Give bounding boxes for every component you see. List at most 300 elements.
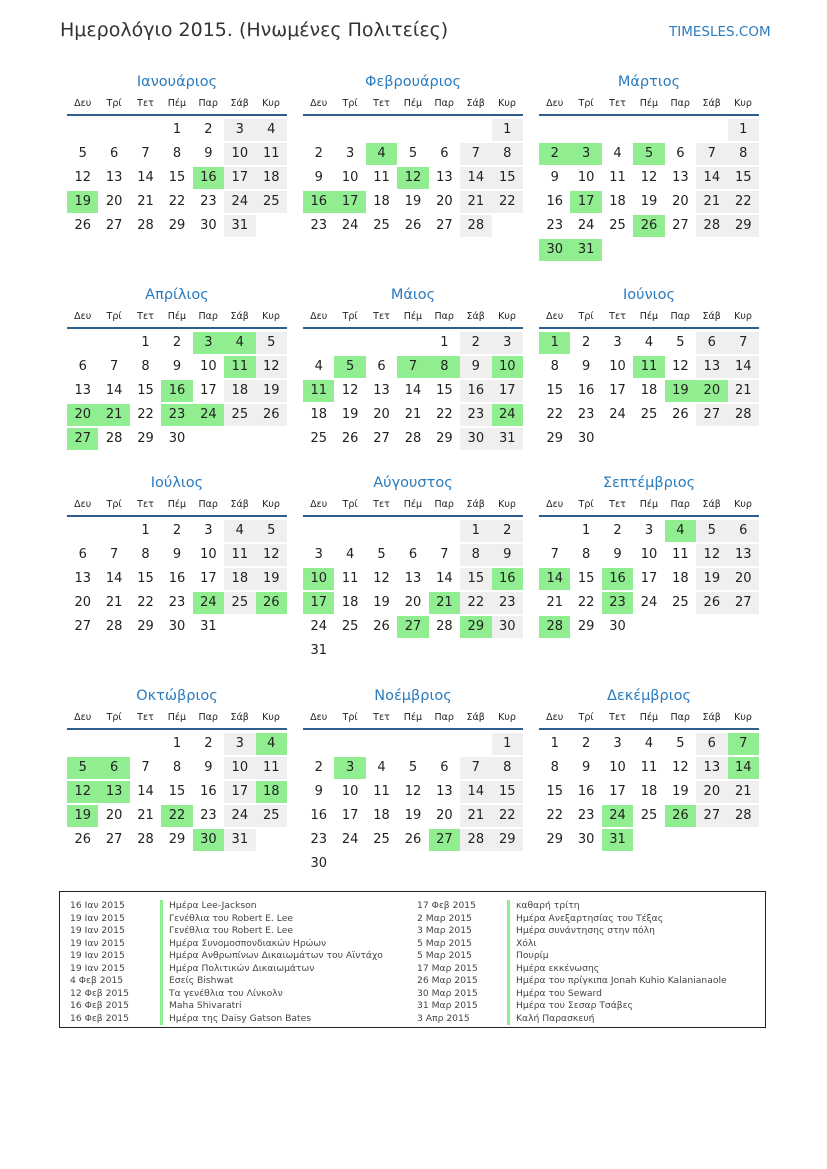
day-cell: 10 [200, 547, 217, 562]
weekday-label: Πέμ [167, 712, 187, 723]
holiday-date: 16 Φεβ 2015 [70, 1012, 129, 1024]
holiday-day-cell: 6 [98, 757, 129, 779]
holiday-marker [160, 988, 163, 1001]
day-cell: 17 [200, 383, 217, 398]
day-cell: 16 [200, 784, 217, 799]
day-cell: 6 [676, 146, 685, 161]
day-cell: 5 [408, 760, 418, 775]
weekday-label: Δευ [74, 311, 92, 322]
day-grid [539, 733, 759, 853]
day-cell: 30 [609, 619, 626, 634]
weekday-label: Παρ [198, 311, 218, 322]
holiday-row [70, 963, 383, 976]
day-cell: 12 [256, 356, 287, 378]
day-cell: 24 [640, 595, 658, 610]
holiday-day-cell: 22 [161, 805, 192, 827]
weekday-label: Τρί [342, 499, 358, 510]
holiday-day-cell: 31 [602, 829, 633, 851]
day-cell: 13 [74, 383, 91, 398]
day-cell: 29 [546, 431, 563, 446]
day-cell: 10 [609, 359, 626, 374]
day-cell: 7 [460, 143, 491, 165]
day-grid [303, 733, 523, 877]
day-cell: 20 [105, 808, 123, 823]
day-cell: 10 [609, 760, 626, 775]
day-cell: 25 [341, 619, 359, 634]
weekday-label: Κυρ [734, 98, 752, 109]
day-cell: 26 [672, 407, 689, 422]
weekday-header [67, 95, 287, 113]
holiday-date: 16 Ιαν 2015 [70, 900, 125, 911]
holiday-day-cell: 4 [224, 332, 255, 354]
weekday-label: Τρί [578, 712, 594, 723]
weekday-label: Δευ [546, 98, 564, 109]
holiday-date: 31 Μαρ 2015 [417, 1000, 478, 1011]
day-cell: 22 [460, 592, 491, 614]
day-cell: 9 [460, 356, 491, 378]
month-block [303, 685, 523, 877]
holiday-day-cell: 24 [492, 404, 523, 426]
weekday-label: Τετ [373, 712, 390, 723]
day-cell: 27 [74, 619, 91, 634]
day-cell: 16 [577, 383, 595, 398]
day-cell: 30 [577, 832, 595, 847]
day-cell: 7 [109, 547, 119, 562]
day-grid [303, 119, 523, 239]
weekday-label: Παρ [198, 98, 218, 109]
weekday-label: Σάβ [230, 311, 249, 322]
day-cell: 8 [141, 359, 150, 374]
holiday-day-cell: 12 [67, 781, 98, 803]
day-cell: 21 [546, 595, 563, 610]
day-cell: 12 [696, 544, 727, 566]
day-cell: 9 [581, 359, 591, 374]
month-divider [303, 515, 523, 517]
day-cell: 26 [404, 832, 422, 847]
day-cell: 23 [460, 404, 491, 426]
holiday-day-cell: 11 [633, 356, 664, 378]
day-cell: 15 [137, 383, 154, 398]
weekday-label: Κυρ [498, 712, 516, 723]
empty-cell [570, 119, 601, 141]
day-cell: 9 [581, 760, 591, 775]
month-block [539, 685, 759, 853]
holiday-day-cell: 26 [665, 805, 696, 827]
day-cell: 6 [440, 760, 449, 775]
holiday-day-cell: 14 [728, 757, 759, 779]
day-cell: 9 [492, 544, 523, 566]
day-cell: 6 [696, 733, 727, 755]
day-cell: 13 [436, 170, 453, 185]
day-cell: 28 [436, 619, 453, 634]
day-cell: 27 [373, 431, 390, 446]
weekday-label: Κυρ [262, 311, 280, 322]
day-cell: 1 [141, 523, 150, 538]
day-cell: 15 [436, 383, 453, 398]
holiday-day-cell: 23 [161, 404, 192, 426]
day-cell: 26 [373, 619, 390, 634]
weekday-label: Τετ [137, 712, 154, 723]
day-cell: 26 [74, 832, 91, 847]
weekday-label: Τετ [609, 712, 626, 723]
weekday-label: Παρ [434, 712, 454, 723]
day-cell: 22 [492, 191, 523, 213]
day-cell: 9 [550, 170, 559, 185]
day-cell: 2 [613, 523, 622, 538]
day-cell: 22 [492, 805, 523, 827]
day-cell: 28 [460, 829, 491, 851]
day-cell: 14 [696, 167, 727, 189]
day-cell: 17 [492, 380, 523, 402]
day-cell: 24 [310, 619, 327, 634]
holiday-list [59, 891, 766, 1028]
holiday-date: 26 Μαρ 2015 [417, 975, 478, 986]
empty-cell [366, 332, 397, 354]
empty-cell [303, 733, 334, 755]
day-cell: 9 [172, 547, 182, 562]
empty-cell [334, 520, 365, 542]
day-cell: 13 [728, 544, 759, 566]
weekday-label: Τετ [609, 499, 626, 510]
holiday-name: Πουρίμ [516, 950, 549, 961]
day-cell: 8 [460, 544, 491, 566]
day-cell: 29 [436, 431, 453, 446]
holiday-row [417, 1013, 727, 1026]
holiday-marker [160, 925, 163, 938]
day-cell: 14 [137, 170, 154, 185]
day-cell: 5 [696, 520, 727, 542]
day-cell: 2 [492, 520, 523, 542]
holiday-day-cell: 16 [492, 568, 523, 590]
day-cell: 27 [728, 592, 759, 614]
day-cell: 22 [546, 407, 563, 422]
weekday-label: Σάβ [230, 98, 249, 109]
holiday-day-cell: 4 [256, 733, 287, 755]
day-cell: 3 [613, 736, 622, 751]
day-grid [67, 733, 287, 853]
holiday-marker [507, 963, 510, 976]
weekday-header [539, 496, 759, 514]
day-cell: 20 [696, 781, 727, 803]
day-cell: 30 [310, 856, 327, 871]
day-cell: 10 [224, 757, 255, 779]
day-cell: 9 [314, 784, 323, 799]
day-cell: 2 [204, 736, 213, 751]
day-cell: 8 [172, 146, 182, 161]
weekday-label: Πέμ [167, 311, 187, 322]
day-cell: 30 [168, 619, 186, 634]
holiday-day-cell: 16 [193, 167, 224, 189]
weekday-label: Κυρ [498, 311, 516, 322]
weekday-label: Παρ [434, 311, 454, 322]
day-cell: 24 [609, 407, 626, 422]
empty-cell [429, 119, 460, 141]
holiday-row [417, 900, 727, 913]
weekday-header [67, 308, 287, 326]
day-cell: 21 [728, 380, 759, 402]
holiday-date: 30 Μαρ 2015 [417, 987, 478, 999]
day-cell: 28 [728, 404, 759, 426]
holiday-date: 19 Ιαν 2015 [70, 962, 125, 974]
day-cell: 24 [341, 218, 359, 233]
weekday-label: Τρί [342, 712, 358, 723]
weekday-label: Δευ [74, 98, 92, 109]
weekday-label: Σάβ [466, 98, 485, 109]
holiday-date: 3 Απρ 2015 [417, 1012, 470, 1024]
day-cell: 1 [492, 733, 523, 755]
day-cell: 15 [492, 167, 523, 189]
holiday-name: Ημέρα Ανθρωπίνων Δικαιωμάτων του Αϊντάχο [169, 950, 383, 961]
day-cell: 10 [640, 547, 658, 562]
holiday-marker [160, 975, 163, 988]
day-cell: 26 [256, 404, 287, 426]
weekday-header [303, 709, 523, 727]
empty-cell [397, 520, 428, 542]
day-cell: 15 [168, 170, 186, 185]
day-grid [539, 332, 759, 452]
day-cell: 16 [310, 808, 327, 823]
day-cell: 12 [341, 383, 359, 398]
holiday-name: Ημέρα του πρίγκιπα Jonah Kuhio Kalanianaole [516, 975, 727, 986]
weekday-label: Πέμ [403, 499, 423, 510]
day-grid [67, 332, 287, 452]
day-cell: 2 [581, 736, 591, 751]
site-link[interactable]: TIMESLES.COM [669, 24, 771, 40]
day-cell: 2 [581, 335, 591, 350]
day-cell: 13 [404, 571, 422, 586]
holiday-row [417, 913, 727, 926]
day-cell: 31 [200, 619, 217, 634]
day-cell: 25 [256, 191, 287, 213]
weekday-label: Τρί [106, 98, 122, 109]
day-cell: 20 [436, 808, 453, 823]
day-cell: 21 [137, 808, 154, 823]
weekday-label: Παρ [434, 98, 454, 109]
weekday-label: Τρί [578, 311, 594, 322]
month-divider [67, 728, 287, 730]
day-grid [67, 119, 287, 239]
holiday-date: 19 Ιαν 2015 [70, 937, 125, 949]
weekday-label: Κυρ [262, 712, 280, 723]
day-cell: 6 [696, 332, 727, 354]
weekday-label: Δευ [310, 98, 328, 109]
holiday-marker [507, 925, 510, 938]
day-cell: 19 [672, 784, 689, 799]
day-cell: 20 [373, 407, 390, 422]
weekday-label: Τρί [578, 499, 594, 510]
empty-cell [130, 733, 161, 755]
weekday-label: Τετ [137, 499, 154, 510]
month-divider [67, 327, 287, 329]
day-cell: 12 [672, 760, 689, 775]
day-cell: 18 [341, 595, 359, 610]
day-cell: 8 [581, 547, 591, 562]
day-cell: 24 [577, 218, 595, 233]
day-cell: 27 [436, 218, 453, 233]
day-cell: 20 [74, 595, 91, 610]
day-cell: 2 [172, 523, 182, 538]
day-cell: 20 [436, 194, 453, 209]
month-divider [539, 114, 759, 116]
day-cell: 3 [345, 146, 355, 161]
day-cell: 7 [141, 760, 150, 775]
weekday-label: Τετ [373, 499, 390, 510]
empty-cell [67, 733, 98, 755]
day-cell: 23 [492, 592, 523, 614]
day-cell: 5 [78, 146, 87, 161]
weekday-label: Πέμ [403, 712, 423, 723]
empty-cell [334, 332, 365, 354]
weekday-header [303, 308, 523, 326]
weekday-label: Σάβ [466, 499, 485, 510]
weekday-label: Πέμ [639, 311, 659, 322]
day-cell: 25 [224, 404, 255, 426]
day-cell: 19 [696, 568, 727, 590]
day-cell: 6 [408, 547, 418, 562]
holiday-day-cell: 12 [397, 167, 428, 189]
weekday-header [539, 709, 759, 727]
day-cell: 26 [74, 218, 91, 233]
day-cell: 28 [696, 215, 727, 237]
weekday-header [303, 95, 523, 113]
day-cell: 6 [440, 146, 449, 161]
day-cell: 23 [310, 832, 327, 847]
holiday-day-cell: 5 [334, 356, 365, 378]
day-cell: 13 [373, 383, 390, 398]
day-cell: 17 [224, 781, 255, 803]
weekday-label: Τρί [106, 499, 122, 510]
day-cell: 25 [672, 595, 689, 610]
day-cell: 7 [440, 547, 449, 562]
day-cell: 11 [609, 170, 626, 185]
day-cell: 12 [256, 544, 287, 566]
holiday-list-left [70, 900, 383, 1025]
holiday-marker [160, 900, 163, 913]
day-cell: 27 [696, 805, 727, 827]
day-cell: 2 [314, 146, 323, 161]
month-name: Αύγουστος [373, 475, 453, 491]
holiday-row [417, 925, 727, 938]
day-cell: 18 [640, 383, 658, 398]
holiday-day-cell: 26 [633, 215, 664, 237]
day-cell: 18 [672, 571, 689, 586]
month-divider [303, 728, 523, 730]
day-cell: 11 [640, 760, 658, 775]
day-cell: 24 [224, 805, 255, 827]
day-cell: 22 [137, 407, 154, 422]
day-cell: 19 [640, 194, 658, 209]
day-cell: 11 [256, 757, 287, 779]
holiday-day-cell: 4 [665, 520, 696, 542]
month-name: Δεκέμβριος [606, 688, 692, 704]
weekday-label: Σάβ [702, 311, 721, 322]
day-cell: 19 [404, 808, 422, 823]
day-cell: 29 [168, 832, 186, 847]
day-cell: 25 [224, 592, 255, 614]
day-cell: 22 [436, 407, 453, 422]
month-divider [303, 114, 523, 116]
empty-cell [98, 733, 129, 755]
day-cell: 8 [728, 143, 759, 165]
month-name: Φεβρουάριος [364, 74, 462, 90]
day-cell: 5 [408, 146, 418, 161]
day-cell: 1 [581, 523, 591, 538]
day-cell: 13 [74, 571, 91, 586]
holiday-day-cell: 7 [397, 356, 428, 378]
holiday-marker [160, 1013, 163, 1026]
weekday-label: Τετ [373, 311, 390, 322]
holiday-day-cell: 19 [67, 191, 98, 213]
weekday-label: Τρί [106, 712, 122, 723]
day-cell: 15 [460, 568, 491, 590]
day-cell: 29 [137, 431, 154, 446]
day-cell: 2 [172, 335, 182, 350]
day-cell: 2 [204, 122, 213, 137]
holiday-row [70, 950, 383, 963]
day-cell: 12 [373, 571, 390, 586]
holiday-day-cell: 1 [539, 332, 570, 354]
weekday-label: Παρ [670, 712, 690, 723]
holiday-day-cell: 26 [256, 592, 287, 614]
page-title: Ημερολόγιο 2015. (Ηνωμένες Πολιτείες) [60, 19, 449, 41]
day-cell: 10 [341, 170, 359, 185]
day-cell: 11 [373, 784, 390, 799]
day-cell: 24 [224, 191, 255, 213]
weekday-label: Πέμ [403, 98, 423, 109]
day-cell: 1 [172, 122, 182, 137]
weekday-label: Κυρ [498, 98, 516, 109]
empty-cell [429, 733, 460, 755]
weekday-label: Σάβ [230, 499, 249, 510]
empty-cell [602, 119, 633, 141]
holiday-name: Ημέρα Ανεξαρτησίας του Τέξας [516, 912, 664, 924]
day-cell: 30 [168, 431, 186, 446]
weekday-label: Σάβ [702, 98, 721, 109]
day-cell: 15 [546, 383, 563, 398]
day-cell: 10 [341, 784, 359, 799]
weekday-label: Πέμ [639, 499, 659, 510]
holiday-day-cell: 8 [429, 356, 460, 378]
holiday-day-cell: 16 [602, 568, 633, 590]
month-block [539, 71, 759, 263]
day-cell: 4 [644, 736, 654, 751]
holiday-name: Ημέρα συνάντησης στην πόλη [516, 925, 655, 936]
day-cell: 5 [377, 547, 386, 562]
weekday-header [539, 308, 759, 326]
weekday-header [67, 709, 287, 727]
empty-cell [397, 332, 428, 354]
day-cell: 7 [550, 547, 559, 562]
month-block [67, 71, 287, 239]
holiday-day-cell: 17 [334, 191, 365, 213]
weekday-label: Σάβ [702, 499, 721, 510]
month-divider [303, 327, 523, 329]
day-cell: 13 [436, 784, 453, 799]
day-cell: 14 [404, 383, 422, 398]
day-cell: 18 [373, 808, 390, 823]
day-cell: 25 [373, 832, 390, 847]
day-cell: 19 [404, 194, 422, 209]
day-cell: 31 [224, 215, 255, 237]
weekday-label: Σάβ [702, 712, 721, 723]
holiday-row [70, 900, 383, 913]
weekday-label: Δευ [546, 712, 564, 723]
holiday-row [70, 1000, 383, 1013]
weekday-label: Τρί [578, 98, 594, 109]
empty-cell [539, 119, 570, 141]
month-block [67, 685, 287, 853]
month-block [539, 472, 759, 640]
